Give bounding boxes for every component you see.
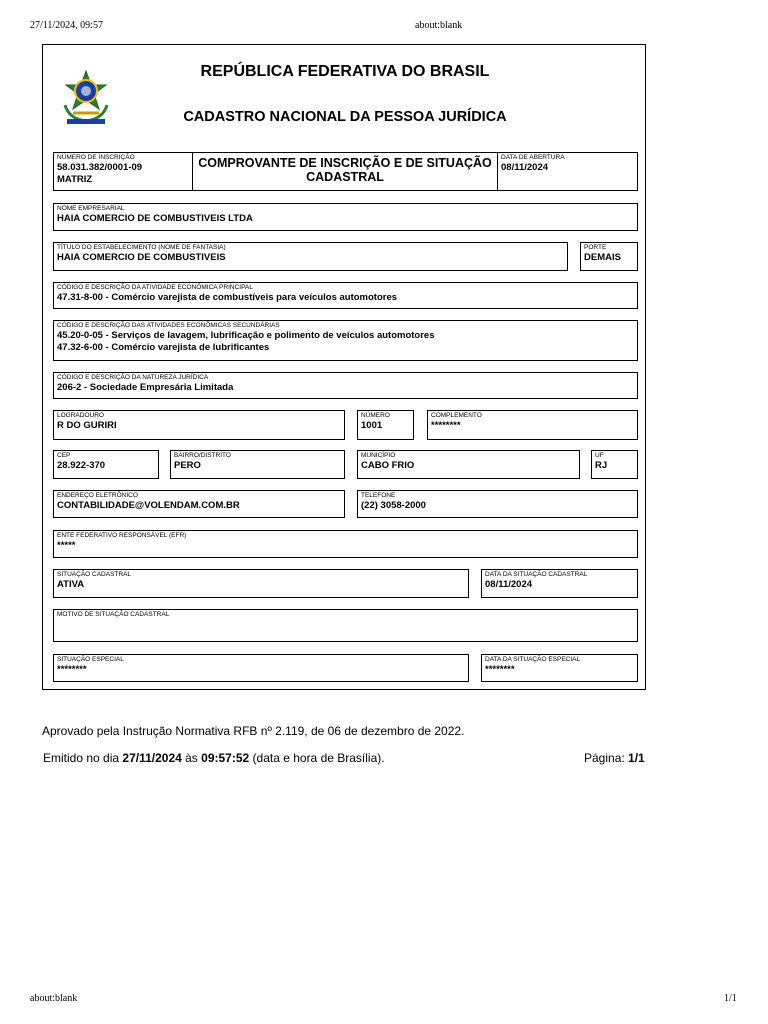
field-label: DATA DA SITUAÇÃO ESPECIAL [485, 656, 581, 663]
bairro-field [170, 450, 345, 479]
field-value: DEMAIS [584, 252, 621, 263]
email-field [53, 490, 345, 518]
field-label: CÓDIGO E DESCRIÇÃO DA NATUREZA JURÍDICA [57, 374, 209, 381]
field-label: BAIRRO/DISTRITO [174, 452, 231, 459]
cnpj-certificate [42, 44, 646, 690]
field-value: HAIA COMERCIO DE COMBUSTIVEIS [57, 252, 226, 263]
field-label: NÚMERO DE INSCRIÇÃO [57, 154, 135, 161]
field-label: ENTE FEDERATIVO RESPONSÁVEL (EFR) [57, 532, 187, 539]
field-label: TÍTULO DO ESTABELECIMENTO (NOME DE FANTASIA) [57, 244, 226, 251]
cep-field [53, 450, 159, 479]
page-number [584, 751, 645, 765]
print-footer-page: 1/1 [724, 993, 737, 1004]
field-value: MATRIZ [57, 174, 93, 185]
field-value: ******** [57, 664, 87, 675]
field-value: ATIVA [57, 579, 85, 590]
titulo-field [53, 242, 568, 271]
atividade-principal-field [53, 282, 638, 309]
atividades-secundarias-field [53, 320, 638, 361]
field-value: HAIA COMERCIO DE COMBUSTIVEIS LTDA [57, 213, 253, 224]
field-label: MOTIVO DE SITUAÇÃO CADASTRAL [57, 611, 170, 618]
abertura-field [497, 152, 638, 191]
natureza-juridica-field [53, 372, 638, 399]
comprovante-title [192, 152, 498, 191]
data-situacao-field [481, 569, 638, 598]
field-value: 47.31-8-00 - Comércio varejista de combustíveis para veículos automotores [57, 292, 398, 303]
field-label: UF [595, 452, 604, 459]
print-footer-url: about:blank [30, 993, 78, 1004]
field-value: CABO FRIO [361, 460, 415, 471]
field-value: ******** [485, 664, 515, 675]
logradouro-field [53, 410, 345, 440]
field-label: LOGRADOURO [57, 412, 104, 419]
data-situacao-especial-field [481, 654, 638, 682]
approval-note: Aprovado pela Instrução Normativa RFB nº 2.119, de 06 de dezembro de 2022. [42, 724, 465, 738]
telefone-field [357, 490, 638, 518]
emission-suffix: (data e hora de Brasília). [249, 751, 385, 765]
situacao-especial-field [53, 654, 469, 682]
document-subtitle: CADASTRO NACIONAL DA PESSOA JURÍDICA [183, 109, 507, 125]
field-label: PORTE [584, 244, 607, 251]
field-value: ******** [431, 420, 461, 431]
porte-field [580, 242, 638, 271]
field-label: CÓDIGO E DESCRIÇÃO DA ATIVIDADE ECONÔMICA PRINCIPAL [57, 284, 253, 291]
field-label: DATA DE ABERTURA [501, 154, 565, 161]
field-value: 1001 [361, 420, 383, 431]
field-label: NÚMERO [361, 412, 390, 419]
field-label: SITUAÇÃO CADASTRAL [57, 571, 132, 578]
field-value: 45.20-0-05 - Serviços de lavagem, lubrificação e polimento de veículos automotores [57, 330, 435, 341]
field-label: CÓDIGO E DESCRIÇÃO DAS ATIVIDADES ECONÔMICAS SECUNDÁRIAS [57, 322, 280, 329]
inscricao-field [53, 152, 193, 191]
field-value: ***** [57, 540, 76, 551]
motivo-situacao-field [53, 609, 638, 642]
field-label: SITUAÇÃO ESPECIAL [57, 656, 124, 663]
field-label: TELEFONE [361, 492, 396, 499]
numero-field [357, 410, 414, 440]
field-label: DATA DA SITUAÇÃO CADASTRAL [485, 571, 588, 578]
field-label: COMPLEMENTO [431, 412, 482, 419]
field-value: 08/11/2024 [485, 579, 533, 590]
uf-field [591, 450, 638, 479]
field-label: MUNICÍPIO [361, 452, 396, 459]
emission-note [43, 751, 385, 765]
field-value: 206-2 - Sociedade Empresária Limitada [57, 382, 234, 393]
emission-date: 27/11/2024 [122, 751, 182, 765]
complemento-field [427, 410, 638, 440]
field-value: 28.922-370 [57, 460, 106, 471]
emission-mid: às [181, 751, 202, 765]
field-value: R DO GURIRI [57, 420, 117, 431]
field-label: ENDEREÇO ELETRÔNICO [57, 492, 138, 499]
field-label: CEP [57, 452, 71, 459]
field-value: 58.031.382/0001-09 [57, 162, 143, 173]
emission-prefix: Emitido no dia [43, 751, 123, 765]
field-value: RJ [595, 460, 608, 471]
emission-time: 09:57:52 [201, 751, 250, 765]
page-label: Página: [584, 751, 629, 765]
efr-field [53, 530, 638, 558]
field-value: PERO [174, 460, 201, 471]
field-value: CONTABILIDADE@VOLENDAM.COM.BR [57, 500, 240, 511]
print-page-title: about:blank [415, 20, 463, 31]
municipio-field [357, 450, 580, 479]
comprovante-line2: CADASTRAL [306, 170, 384, 184]
field-label: NOME EMPRESARIAL [57, 205, 125, 212]
situacao-cadastral-field [53, 569, 469, 598]
field-value: (22) 3058-2000 [361, 500, 426, 511]
nome-empresarial-field [53, 203, 638, 231]
field-value: 08/11/2024 [501, 162, 549, 173]
field-value: 47.32-6-00 - Comércio varejista de lubrificantes [57, 342, 270, 353]
print-datetime: 27/11/2024, 09:57 [30, 20, 103, 31]
document-title: REPÚBLICA FEDERATIVA DO BRASIL [200, 63, 490, 80]
comprovante-line1: COMPROVANTE DE INSCRIÇÃO E DE SITUAÇÃO [198, 156, 492, 170]
page-value: 1/1 [628, 751, 645, 765]
